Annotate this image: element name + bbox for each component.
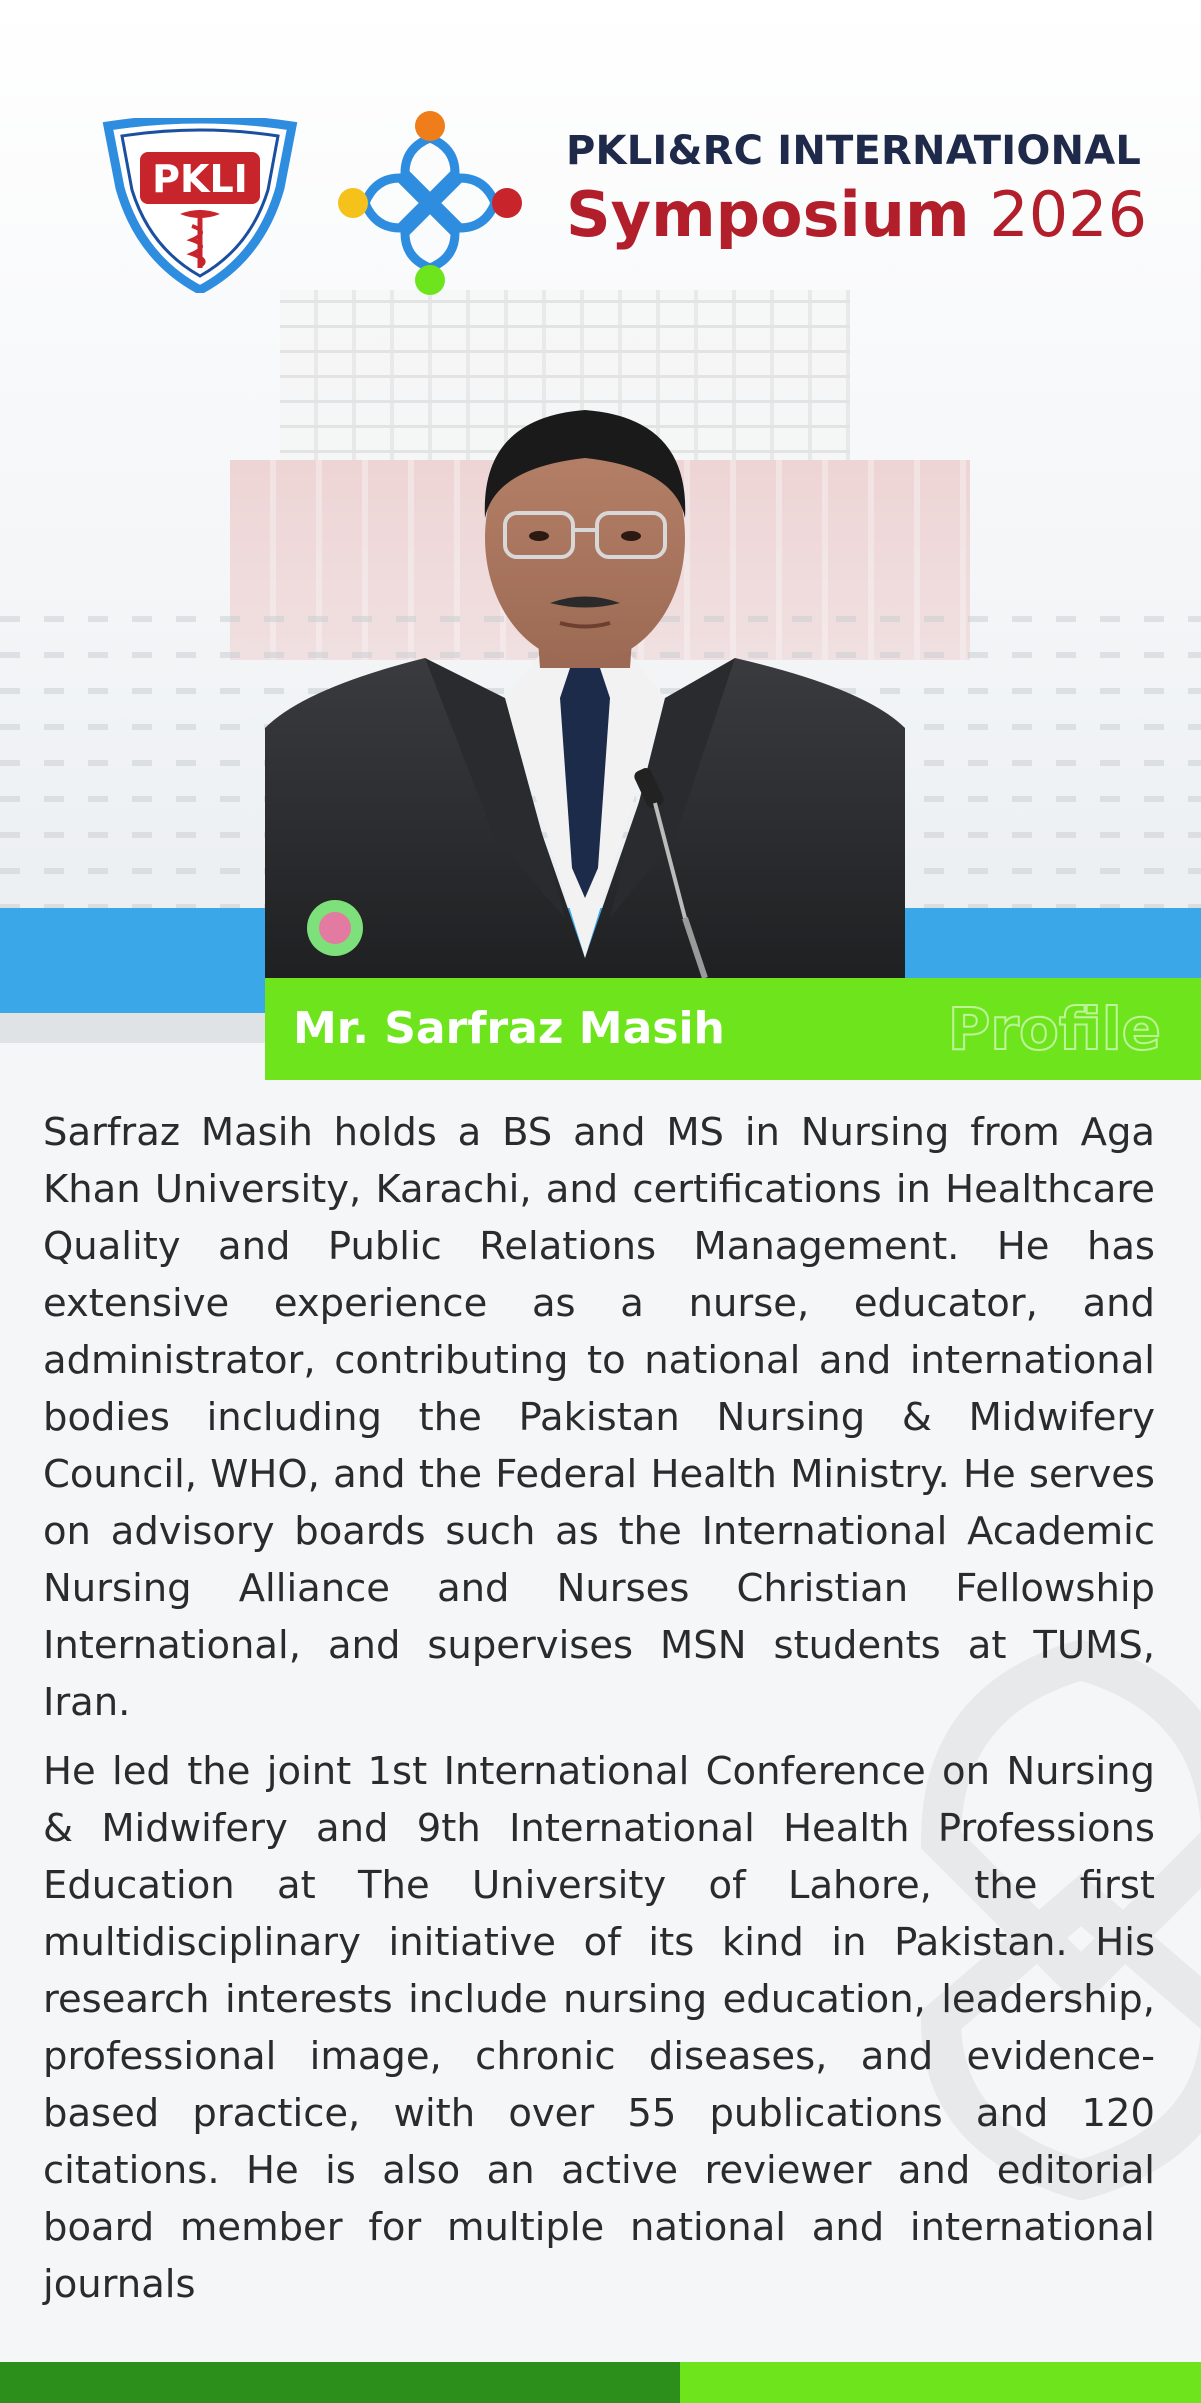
symposium-subtitle: PKLI&RC INTERNATIONAL xyxy=(566,128,1142,174)
profile-label: Profile xyxy=(947,995,1161,1063)
speaker-photo xyxy=(265,398,905,978)
bio-paragraph: Sarfraz Masih holds a BS and MS in Nursing from Aga Khan University, Karachi, and certifications in Healthcare Quality and Public Relations Management. He has extensive experience as a nurse, educator, and administrator, contributing to national and international bodies including the Pakistan Nursing & Midwifery Council, WHO, and the Federal Health Ministry. He serves on advisory boards such as the International Academic Nursing Alliance and Nurses Christian Fellowship International, and supervises MSN students at TUMS, Iran. xyxy=(43,1110,1155,1725)
shield-logo-text: PKLI xyxy=(152,157,248,201)
symposium-people-icon xyxy=(335,108,525,298)
footer-bar-dark xyxy=(0,2362,680,2403)
name-bar xyxy=(265,978,1201,1080)
pkli-shield-icon xyxy=(100,118,300,293)
symposium-year: 2026 xyxy=(989,178,1148,251)
symposium-title xyxy=(566,178,1147,251)
speaker-name: Mr. Sarfraz Masih xyxy=(293,1003,725,1054)
symposium-word: Symposium xyxy=(566,178,970,251)
bio-paragraph: He led the joint 1st International Conference on Nursing & Midwifery and 9th International Health Professions Education at The University of Lahore, the first multidisciplinary initiative of its kind in Pakistan. His research interests include nursing education, leadership, professional image, chronic diseases, and evidence-based practice, with over 55 publications and 120 citations. He is also an active reviewer and editorial board member for multiple national and international journals xyxy=(43,1749,1155,2307)
speaker-bio xyxy=(43,1104,1155,2325)
